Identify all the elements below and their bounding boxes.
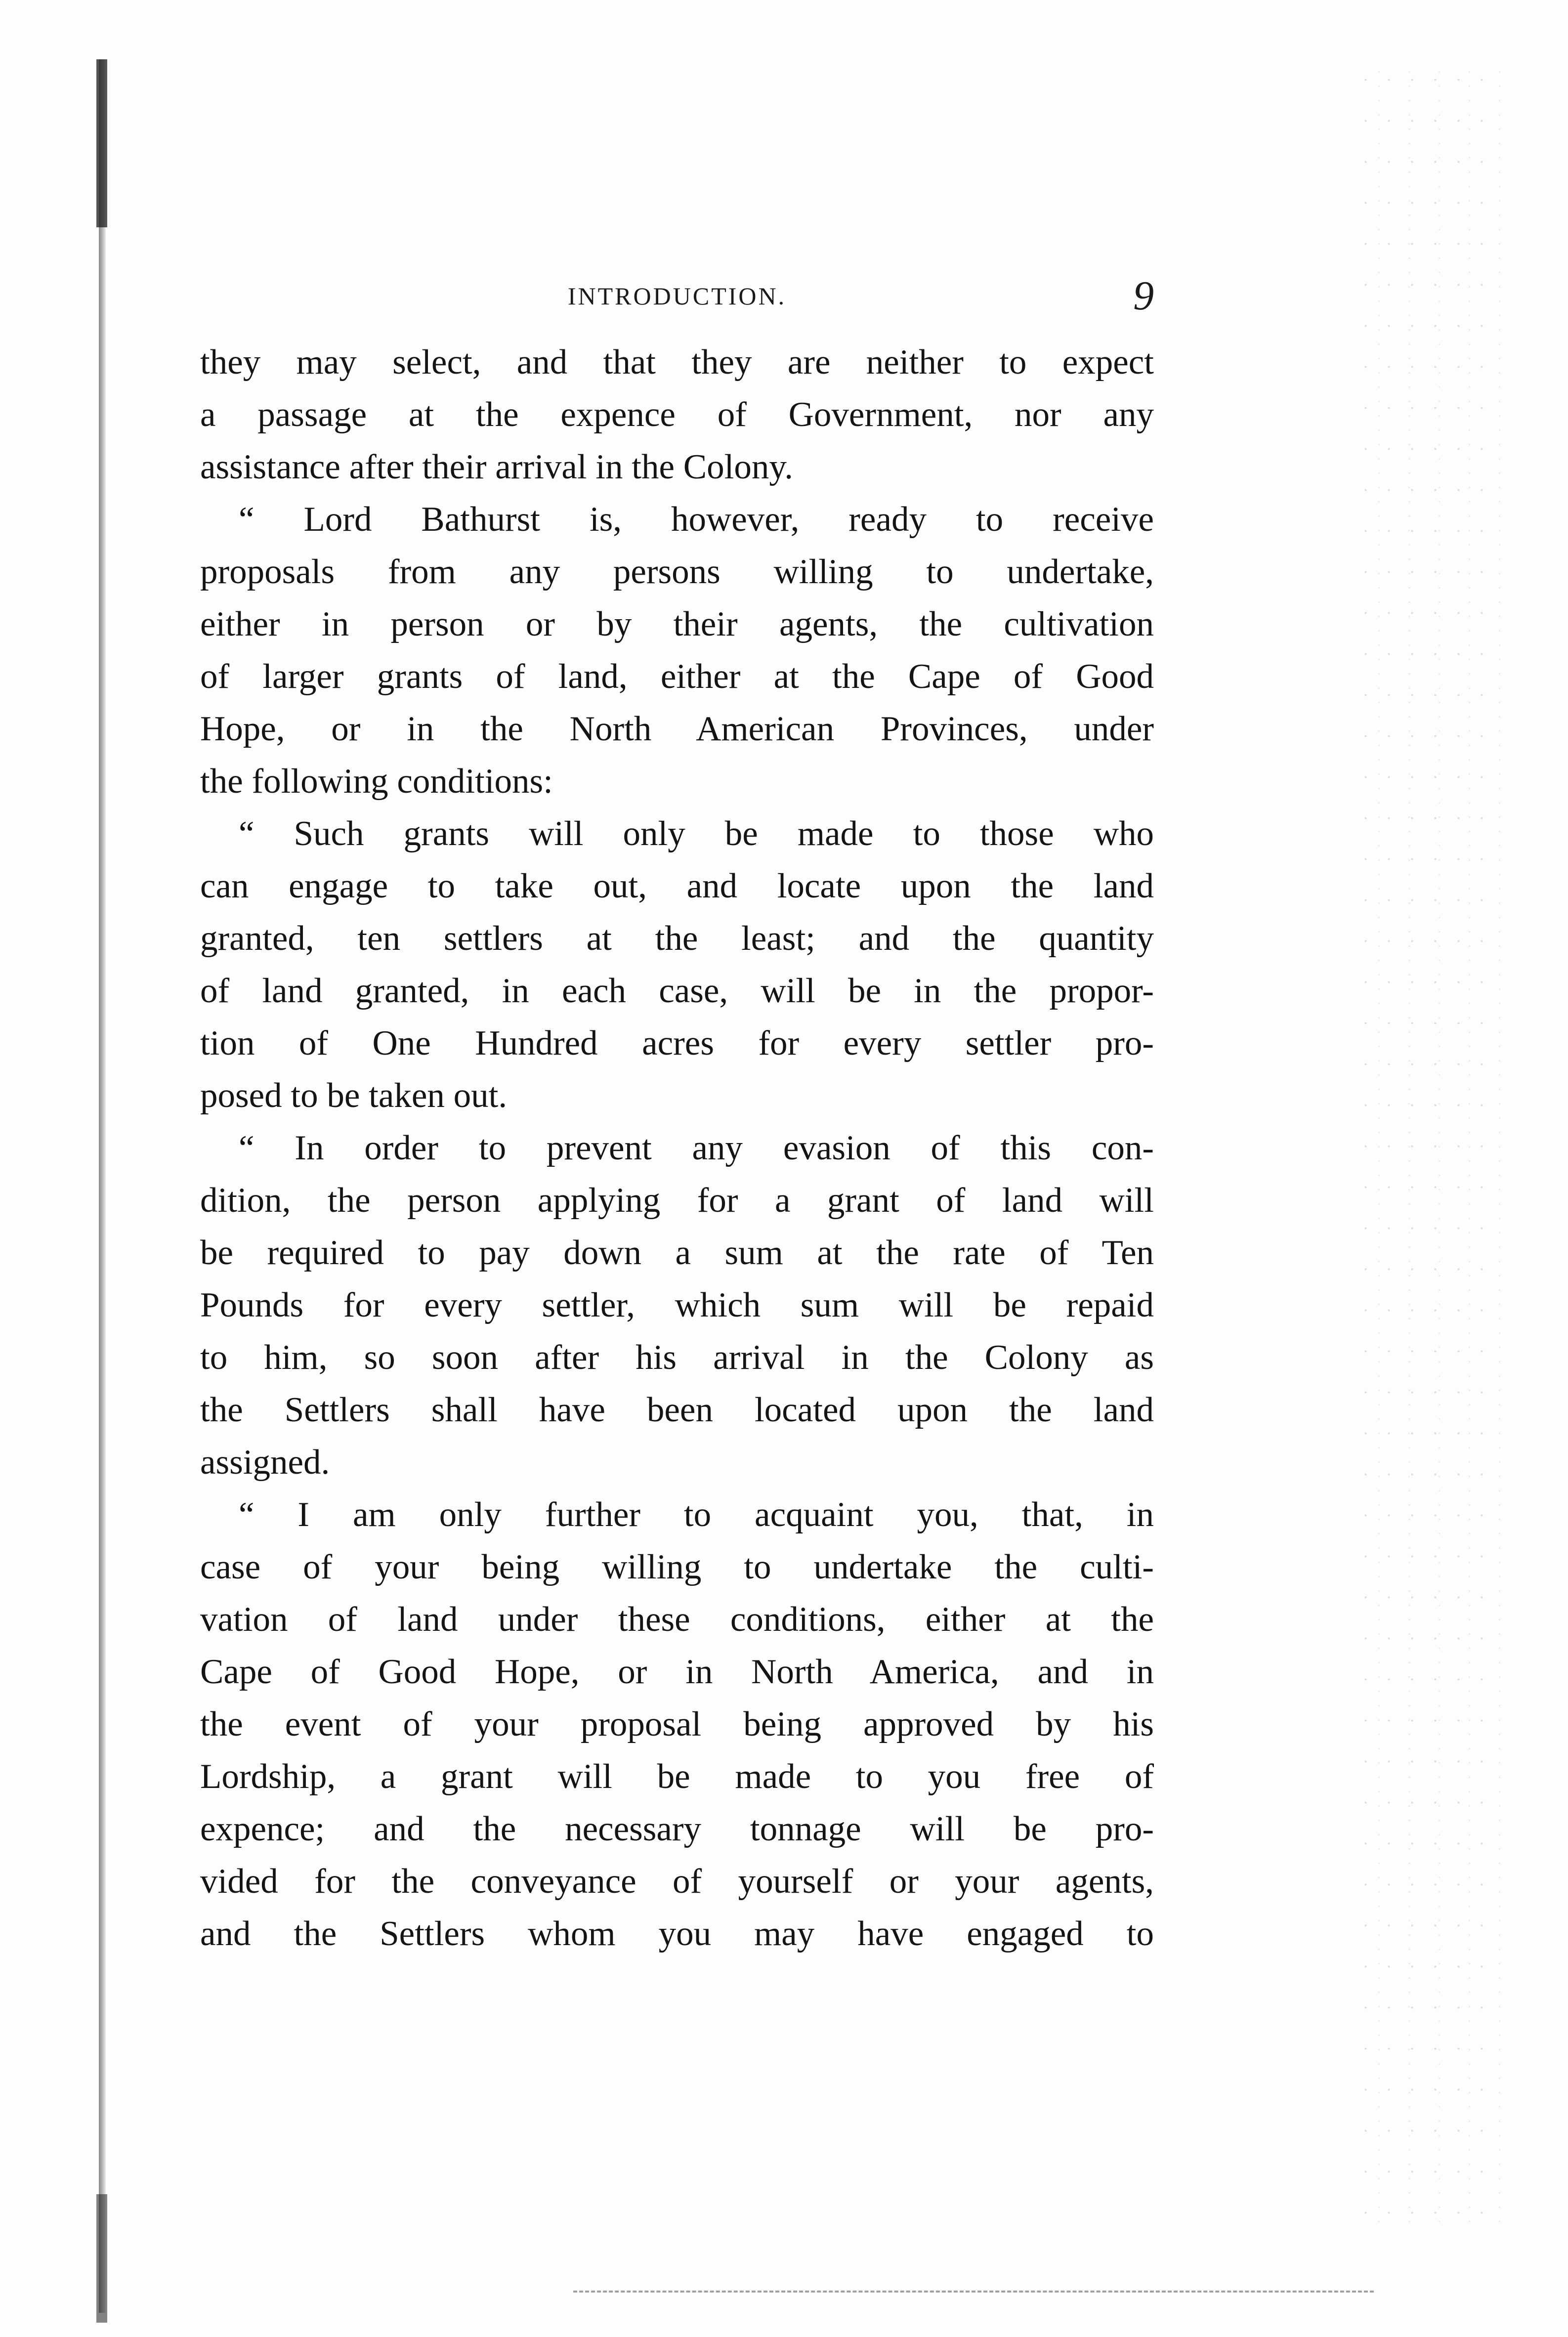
text-line: vation of land under these conditions, either at the (200, 1600, 1154, 1639)
text-line: the Settlers shall have been located upon the land (200, 1391, 1154, 1429)
text-line: the event of your proposal being approved by his (200, 1705, 1154, 1743)
paragraph-4 (200, 1122, 1154, 1488)
text-line: “ I am only further to acquaint you, that, in (239, 1495, 1154, 1534)
running-head (200, 272, 1154, 319)
text-line: posed to be taken out. (200, 1076, 508, 1115)
text-line: can engage to take out, and locate upon the land (200, 867, 1154, 905)
text-line: expence; and the necessary tonnage will be pro- (200, 1810, 1154, 1848)
binding-shadow-top (96, 59, 107, 227)
bottom-rule (573, 2291, 1374, 2293)
body-text (200, 336, 1154, 1960)
text-line: and the Settlers whom you may have engaged to (200, 1914, 1154, 1953)
binding-shadow-bottom (96, 2194, 107, 2323)
text-line: assistance after their arrival in the Colony. (200, 448, 793, 486)
text-line: assigned. (200, 1443, 330, 1482)
paragraph-3 (200, 807, 1154, 1122)
text-line: of larger grants of land, either at the Cape of Good (200, 657, 1154, 696)
text-line: dition, the person applying for a grant of land will (200, 1181, 1154, 1220)
text-line: be required to pay down a sum at the rate of Ten (200, 1233, 1154, 1272)
text-line: “ Such grants will only be made to those who (239, 814, 1154, 853)
text-line: proposals from any persons willing to undertake, (200, 552, 1154, 591)
paragraph-1 (200, 336, 1154, 493)
text-line: of land granted, in each case, will be in the propor- (200, 972, 1154, 1010)
text-line: Lordship, a grant will be made to you free of (200, 1757, 1154, 1796)
text-line: they may select, and that they are neither to expect (200, 343, 1154, 382)
text-line: the following conditions: (200, 762, 553, 801)
scan-speckle (1354, 59, 1502, 2234)
text-line: “ Lord Bathurst is, however, ready to receive (239, 500, 1154, 539)
text-line: Cape of Good Hope, or in North America, and in (200, 1653, 1154, 1691)
text-line: granted, ten settlers at the least; and the quantity (200, 919, 1154, 958)
text-line: to him, so soon after his arrival in the Colony as (200, 1338, 1154, 1377)
binding-edge (99, 59, 106, 2313)
text-line: tion of One Hundred acres for every settler pro- (200, 1024, 1154, 1062)
page-number: 9 (1133, 273, 1154, 319)
text-line: Hope, or in the North American Provinces, under (200, 710, 1154, 748)
running-title: INTRODUCTION. (567, 282, 787, 310)
text-line: case of your being willing to undertake the culti- (200, 1548, 1154, 1586)
text-line: vided for the conveyance of yourself or your agents, (200, 1862, 1154, 1901)
text-line: a passage at the expence of Government, nor any (200, 395, 1154, 434)
text-line: Pounds for every settler, which sum will be repaid (200, 1286, 1154, 1324)
paragraph-2 (200, 493, 1154, 807)
text-line: either in person or by their agents, the cultivation (200, 605, 1154, 643)
paragraph-5 (200, 1488, 1154, 1960)
text-line: “ In order to prevent any evasion of this con- (239, 1129, 1154, 1167)
